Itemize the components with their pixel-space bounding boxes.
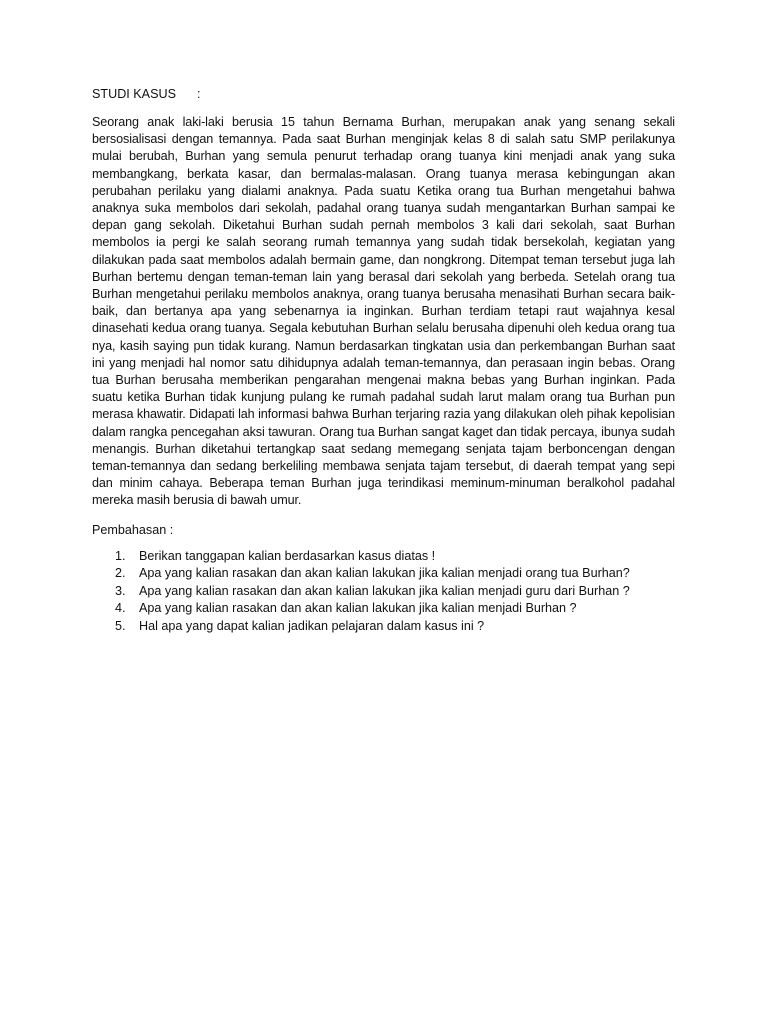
question-number-wrap [92, 548, 139, 566]
question-number: 4. [115, 601, 126, 616]
case-study-heading [92, 86, 675, 103]
question-number: 5. [115, 619, 126, 634]
question-text: Apa yang kalian rasakan dan akan kalian lakukan jika kalian menjadi guru dari Burhan ? [139, 583, 630, 598]
discussion-label: Pembahasan : [92, 522, 174, 537]
question-number-wrap [92, 565, 139, 583]
question-item [92, 600, 675, 618]
question-number-wrap [92, 583, 139, 601]
question-number-wrap [92, 618, 139, 636]
question-number: 2. [115, 566, 126, 581]
question-item [92, 548, 675, 566]
case-study-paragraph: Seorang anak laki-laki berusia 15 tahun Bernama Burhan, merupakan anak yang senang sekali bersosialisasi dengan temannya. Pada saat Burhan menginjak kelas 8 di salah satu SMP perilakunya mulai berubah, Burhan yang semula penurut terhadap orang tuanya kini menjadi anak yang suka membangkang, berkata kasar, dan bermalas-malasan. Orang tuanya merasa kebingungan akan perubahan perilaku yang dialami anaknya. Pada suatu Ketika orang tua Burhan mengetahui bahwa anaknya suka membolos dari sekolah, padahal orang tuanya sudah mengantarkan Burhan sampai ke depan gang sekolah. Diketahui Burhan sudah pernah membolos 3 kali dari sekolah, saat Burhan membolos ia pergi ke salah seorang rumah temannya yang sudah tidak bersekolah, kegiatan yang dilakukan pada saat membolos adalah bermain game, dan nongkrong. Ditempat teman tersebut juga lah Burhan bertemu dengan teman-teman lain yang berasal dari sekolah yang berbeda. Setelah orang tua Burhan mengetahui perilaku membolos anaknya, orang tuanya berusaha menasihati Burhan secara baik-baik, dan bertanya apa yang sebenarnya ia inginkan. Burhan terdiam tetapi raut wajahnya kesal dinasehati kedua orang tuanya. Segala kebutuhan Burhan selalu berusaha dipenuhi oleh kedua orang tua nya, kasih saying pun tidak kurang. Namun berdasarkan tingkatan usia dan perkembangan Burhan saat ini yang menjadi hal nomor satu dihidupnya adalah teman-temannya, dan perasaan ingin bebas. Orang tua Burhan berusaha memberikan pengarahan mengenai makna bebas yang Burhan inginkan. Pada suatu ketika Burhan tidak kunjung pulang ke rumah padahal sudah larut malam orang tua Burhan pun merasa khawatir. Didapati lah informasi bahwa Burhan terjaring razia yang dilakukan oleh pihak kepolisian dalam rangka pencegahan aksi tawuran. Orang tua Burhan sangat kaget dan tidak percaya, ibunya sudah menangis. Burhan diketahui tertangkap saat sedang memegang senjata tajam berboncengan dengan teman-temannya dan sedang berkeliling membawa senjata tajam tersebut, di daerah tempat yang sepi dan minim cahaya. Beberapa teman Burhan juga terindikasi meminum-minuman beralkohol padahal mereka masih berusia di bawah umur. [92, 115, 675, 508]
question-text: Hal apa yang dapat kalian jadikan pelajaran dalam kasus ini ? [139, 619, 485, 634]
question-number-wrap [92, 600, 139, 618]
question-list [92, 548, 675, 636]
heading-text: STUDI KASUS [92, 87, 176, 101]
question-item [92, 565, 675, 583]
question-number: 3. [115, 583, 126, 598]
question-number: 1. [115, 548, 126, 563]
question-text: Apa yang kalian rasakan dan akan kalian lakukan jika kalian menjadi orang tua Burhan? [139, 566, 630, 581]
question-text: Berikan tanggapan kalian berdasarkan kasus diatas ! [139, 548, 436, 563]
question-text: Apa yang kalian rasakan dan akan kalian lakukan jika kalian menjadi Burhan ? [139, 601, 577, 616]
heading-colon: : [196, 87, 201, 101]
question-item [92, 618, 675, 636]
document-page [92, 86, 675, 636]
question-item [92, 583, 675, 601]
